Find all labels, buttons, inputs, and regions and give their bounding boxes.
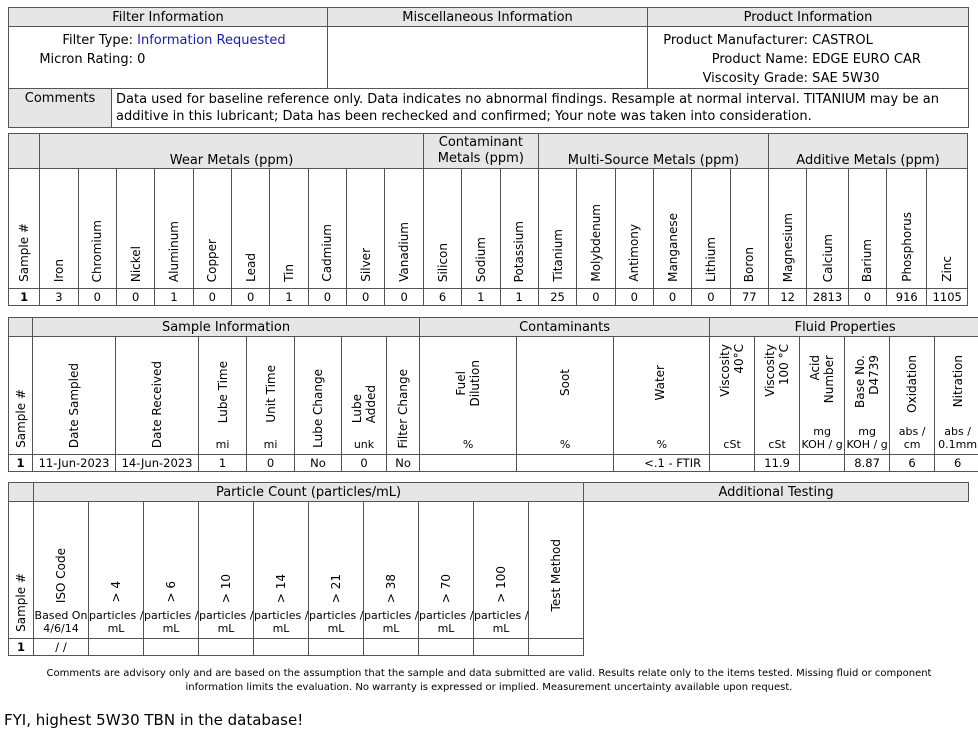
- particle-size-unit2: mL: [437, 622, 455, 635]
- metal-header-vanadium: [385, 169, 423, 289]
- lube-change-header: [295, 337, 342, 455]
- metal-label-nickel: Nickel: [128, 245, 143, 282]
- metal-value-nickel: 0: [116, 289, 154, 306]
- unit-time-value: 0: [247, 455, 295, 472]
- wear-metals-heading: Wear Metals (ppm): [40, 134, 424, 169]
- metal-value-manganese: 0: [653, 289, 691, 306]
- particle-size-unit2: mL: [382, 622, 400, 635]
- metal-label-phosphorus: Phosphorus: [899, 212, 914, 282]
- visc40-label2: 40°C: [732, 344, 747, 374]
- soot-value: [517, 455, 614, 472]
- particle-size-label: > 6: [164, 581, 178, 603]
- oxidation-label: Oxidation: [905, 355, 920, 413]
- particle-size-header-4: [254, 502, 309, 639]
- filter-change-header: [387, 337, 420, 455]
- metal-header-iron: [40, 169, 78, 289]
- particle-size-label: > 4: [109, 581, 123, 603]
- acid-label2: Number: [822, 355, 837, 404]
- metal-label-chromium: Chromium: [90, 219, 105, 282]
- visc100-unit: cSt: [768, 438, 786, 451]
- metal-label-lithium: Lithium: [703, 237, 718, 282]
- product-name-value: EDGE EURO CAR: [812, 52, 921, 67]
- metal-label-vanadium: Vanadium: [397, 222, 412, 282]
- filter-change-value: No: [387, 455, 420, 472]
- sample-info-heading: Sample Information: [33, 318, 420, 337]
- particle-size-unit2: mL: [327, 622, 345, 635]
- iso-code-header: [34, 502, 89, 639]
- metal-value-iron: 3: [40, 289, 78, 306]
- additional-testing-area: [584, 502, 969, 656]
- date-sampled-label: Date Sampled: [67, 362, 81, 448]
- lube-time-unit: mi: [215, 438, 230, 451]
- visc40-unit: cSt: [723, 438, 741, 451]
- metal-value-titanium: 25: [538, 289, 576, 306]
- visc40-value: [710, 455, 755, 472]
- unit-time-header: [247, 337, 295, 455]
- contaminants-heading: Contaminants: [420, 318, 710, 337]
- metal-label-cadmium: Cadmium: [320, 224, 335, 282]
- acid-number-header: [800, 337, 845, 455]
- nitration-unit1: abs /: [944, 425, 971, 438]
- fyi-note: FYI, highest 5W30 TBN in the database!: [4, 711, 304, 729]
- lube-time-value: 1: [199, 455, 247, 472]
- base-label2: D4739: [867, 355, 882, 395]
- metal-value-potassium: 1: [500, 289, 538, 306]
- acid-unit2: KOH / g: [801, 438, 843, 451]
- particle-size-unit1: particles /: [419, 609, 474, 622]
- product-info-heading: Product Information: [648, 8, 969, 27]
- date-sampled-header: [33, 337, 116, 455]
- metal-value-silver: 0: [347, 289, 385, 306]
- metal-label-potassium: Potassium: [512, 220, 527, 282]
- particle-size-unit1: particles /: [89, 609, 144, 622]
- particle-size-value-8: [474, 639, 529, 656]
- unit-time-unit: mi: [263, 438, 278, 451]
- metal-label-boron: Boron: [742, 246, 757, 282]
- lube-added-unit: unk: [353, 438, 375, 451]
- particle-size-value-2: [144, 639, 199, 656]
- nitration-label: Nitration: [950, 355, 965, 408]
- lube-added-label2: Added: [364, 384, 378, 423]
- metal-label-tin: Tin: [282, 264, 297, 282]
- metal-header-manganese: [653, 169, 691, 289]
- filter-info-heading: Filter Information: [9, 8, 328, 27]
- metal-header-zinc: [927, 169, 968, 289]
- product-info-panel: [648, 27, 969, 89]
- particle-size-value-4: [254, 639, 309, 656]
- base-value: 8.87: [845, 455, 890, 472]
- filter-type-value: Information Requested: [137, 33, 286, 48]
- metal-value-tin: 1: [270, 289, 308, 306]
- particle-size-label: > 21: [329, 573, 343, 603]
- particle-size-value-1: [89, 639, 144, 656]
- water-label: Water: [653, 365, 668, 401]
- pc-sample-label: Sample #: [14, 573, 28, 632]
- particle-size-value-7: [419, 639, 474, 656]
- particle-size-unit1: particles /: [364, 609, 419, 622]
- misc-info-heading: Miscellaneous Information: [328, 8, 648, 27]
- metal-value-zinc: 1105: [927, 289, 968, 306]
- metal-value-lithium: 0: [692, 289, 730, 306]
- metal-label-silver: Silver: [358, 248, 373, 282]
- metal-label-calcium: Calcium: [820, 233, 835, 282]
- metal-header-titanium: [538, 169, 576, 289]
- base-unit1: mg: [858, 425, 876, 438]
- metal-header-lithium: [692, 169, 730, 289]
- metal-header-phosphorus: [887, 169, 927, 289]
- si-sample-label: Sample #: [13, 389, 28, 448]
- sample-info-row: [9, 455, 978, 472]
- metal-value-copper: 0: [193, 289, 231, 306]
- metal-label-zinc: Zinc: [940, 256, 955, 282]
- metal-header-molybdenum: [577, 169, 615, 289]
- particle-size-value-5: [309, 639, 364, 656]
- metal-header-chromium: [78, 169, 116, 289]
- contaminant-metals-heading: Contaminant Metals (ppm): [423, 134, 538, 169]
- metal-header-aluminum: [155, 169, 193, 289]
- micron-rating-label: Micron Rating:: [39, 52, 133, 67]
- unit-time-label: Unit Time: [263, 365, 278, 423]
- particle-size-label: > 70: [439, 573, 453, 603]
- base-unit2: KOH / g: [846, 438, 888, 451]
- oxidation-value: 6: [890, 455, 935, 472]
- iso-unit1: Based On: [34, 609, 88, 622]
- sample-info-corner: [9, 318, 33, 337]
- iso-value: / /: [34, 639, 89, 656]
- date-sampled-value: 11-Jun-2023: [33, 455, 116, 472]
- pc-sample-header: [9, 502, 34, 639]
- oxidation-header: [890, 337, 935, 455]
- lube-change-value: No: [295, 455, 342, 472]
- metal-label-aluminum: Aluminum: [166, 220, 181, 282]
- metal-header-sodium: [462, 169, 500, 289]
- metal-label-sodium: Sodium: [473, 236, 488, 282]
- particle-size-header-8: [474, 502, 529, 639]
- misc-info-panel: [328, 27, 648, 89]
- metal-label-barium: Barium: [860, 238, 875, 282]
- metal-label-lead: Lead: [243, 253, 258, 282]
- si-sample-number: 1: [9, 455, 33, 472]
- metal-header-magnesium: [769, 169, 807, 289]
- iso-unit2: 4/6/14: [43, 622, 79, 635]
- metals-sample-header: [9, 169, 40, 289]
- lube-added-header: [342, 337, 387, 455]
- viscosity-grade-label: Viscosity Grade:: [702, 71, 808, 86]
- additional-testing-heading: Additional Testing: [584, 483, 969, 502]
- metal-header-potassium: [500, 169, 538, 289]
- particle-size-header-7: [419, 502, 474, 639]
- metal-header-copper: [193, 169, 231, 289]
- metal-value-magnesium: 12: [769, 289, 807, 306]
- particle-size-value-6: [364, 639, 419, 656]
- soot-label: Soot: [558, 369, 573, 397]
- micron-rating-value: 0: [137, 52, 146, 67]
- base-label1: Base No.: [853, 355, 868, 408]
- fuel-label1: Fuel: [454, 370, 469, 396]
- base-number-header: [845, 337, 890, 455]
- particle-size-header-6: [364, 502, 419, 639]
- disclaimer-text: Comments are advisory only and are based on the assumption that the sample and data submitted are valid. Results relate only to the items tested. Missing fluid or component information limits the evaluation. No warranty is expressed or implied. Measurement uncertainty available upon request.: [46, 668, 932, 693]
- particle-count-heading: Particle Count (particles/mL): [34, 483, 584, 502]
- filter-info-panel: [9, 27, 328, 89]
- metal-value-aluminum: 1: [155, 289, 193, 306]
- acid-unit1: mg: [813, 425, 831, 438]
- particle-count-table: [8, 482, 969, 656]
- metal-value-boron: 77: [730, 289, 768, 306]
- metal-value-lead: 0: [232, 289, 270, 306]
- product-name-label: Product Name:: [711, 52, 808, 67]
- particle-size-unit2: mL: [492, 622, 510, 635]
- metals-sample-number: 1: [9, 289, 40, 306]
- particle-corner: [9, 483, 34, 502]
- soot-header: [517, 337, 614, 455]
- particle-size-unit1: particles /: [309, 609, 364, 622]
- nitration-header: [935, 337, 978, 455]
- metal-header-tin: [270, 169, 308, 289]
- visc100-header: [755, 337, 800, 455]
- date-received-label: Date Received: [150, 360, 164, 448]
- metals-table: [8, 133, 968, 306]
- metal-value-barium: 0: [848, 289, 886, 306]
- filter-type-label: Filter Type:: [62, 33, 133, 48]
- oxidation-unit1: abs /: [898, 425, 926, 438]
- manufacturer-label: Product Manufacturer:: [663, 33, 808, 48]
- fuel-label2: Dilution: [468, 359, 483, 407]
- lube-time-label: Lube Time: [215, 360, 230, 423]
- particle-size-unit2: mL: [162, 622, 180, 635]
- metal-value-calcium: 2813: [807, 289, 848, 306]
- nitration-value: 6: [935, 455, 978, 472]
- metal-value-sodium: 1: [462, 289, 500, 306]
- lube-time-header: [199, 337, 247, 455]
- soot-unit: %: [559, 438, 571, 451]
- fuel-unit: %: [462, 438, 474, 451]
- date-received-header: [116, 337, 199, 455]
- metal-value-phosphorus: 916: [887, 289, 927, 306]
- particle-size-unit2: mL: [217, 622, 235, 635]
- particle-size-unit1: particles /: [199, 609, 254, 622]
- metal-value-chromium: 0: [78, 289, 116, 306]
- filter-change-label: Filter Change: [396, 368, 411, 448]
- comments-text: Data used for baseline reference only. Data indicates no abnormal findings. Resample at normal interval. TITANIUM may be an additive in this lubricant; Data has been rechecked and confirmed; Your note was taken into consideration.: [112, 89, 969, 128]
- particle-size-label: > 14: [274, 573, 288, 603]
- nitration-unit2: 0.1mm: [938, 438, 978, 451]
- lube-added-label1: Lube: [350, 393, 364, 423]
- sample-info-table: [8, 317, 978, 472]
- test-method-header: [529, 502, 584, 639]
- water-header: [614, 337, 710, 455]
- info-table: [8, 7, 969, 128]
- test-method-label: Test Method: [549, 539, 564, 612]
- metal-header-calcium: [807, 169, 848, 289]
- particle-size-header-3: [199, 502, 254, 639]
- metal-header-silver: [347, 169, 385, 289]
- lube-change-label: Lube Change: [311, 369, 325, 448]
- particle-size-label: > 10: [219, 573, 233, 603]
- metal-value-antimony: 0: [615, 289, 653, 306]
- particle-size-value-3: [199, 639, 254, 656]
- metals-sample-label: Sample #: [17, 223, 32, 282]
- visc100-value: 11.9: [755, 455, 800, 472]
- additive-metals-heading: Additive Metals (ppm): [769, 134, 968, 169]
- particle-size-label: > 100: [494, 566, 508, 603]
- visc40-header: [710, 337, 755, 455]
- metal-label-silicon: Silicon: [435, 242, 450, 282]
- acid-label1: Acid: [808, 355, 823, 381]
- acid-value: [800, 455, 845, 472]
- particle-size-unit2: mL: [107, 622, 125, 635]
- fluid-properties-heading: Fluid Properties: [710, 318, 978, 337]
- fuel-dilution-header: [420, 337, 517, 455]
- metal-label-copper: Copper: [205, 238, 220, 282]
- test-method-value: [529, 639, 584, 656]
- visc100-label2: 100 °C: [777, 344, 792, 386]
- water-unit: %: [656, 438, 668, 451]
- manufacturer-value: CASTROL: [812, 33, 873, 48]
- metal-value-cadmium: 0: [308, 289, 346, 306]
- iso-code-label: ISO Code: [54, 547, 68, 603]
- metal-header-nickel: [116, 169, 154, 289]
- particle-size-unit2: mL: [272, 622, 290, 635]
- particle-size-header-2: [144, 502, 199, 639]
- particle-size-unit1: particles /: [144, 609, 199, 622]
- metal-header-barium: [848, 169, 886, 289]
- particle-size-header-5: [309, 502, 364, 639]
- si-sample-header: [9, 337, 33, 455]
- visc40-label1: Viscosity: [718, 344, 733, 397]
- comments-label: Comments: [9, 89, 112, 128]
- date-received-value: 14-Jun-2023: [116, 455, 199, 472]
- metal-value-silicon: 6: [423, 289, 461, 306]
- metal-label-antimony: Antimony: [627, 224, 642, 282]
- metals-corner: [9, 134, 40, 169]
- metal-value-molybdenum: 0: [577, 289, 615, 306]
- metal-label-magnesium: Magnesium: [780, 212, 795, 282]
- metal-label-molybdenum: Molybdenum: [588, 204, 603, 282]
- oxidation-unit2: cm: [903, 438, 921, 451]
- particle-size-unit1: particles /: [474, 609, 529, 622]
- particle-size-header-1: [89, 502, 144, 639]
- metal-header-antimony: [615, 169, 653, 289]
- lube-added-value: 0: [342, 455, 387, 472]
- metal-header-boron: [730, 169, 768, 289]
- metal-label-manganese: Manganese: [665, 213, 680, 282]
- viscosity-grade-value: SAE 5W30: [812, 71, 880, 86]
- metal-header-silicon: [423, 169, 461, 289]
- pc-sample-number: 1: [9, 639, 34, 656]
- multi-source-metals-heading: Multi-Source Metals (ppm): [538, 134, 768, 169]
- fuel-value: [420, 455, 517, 472]
- metal-label-titanium: Titanium: [550, 229, 565, 282]
- particle-size-unit1: particles /: [254, 609, 309, 622]
- metal-label-iron: Iron: [51, 258, 66, 282]
- metal-value-vanadium: 0: [385, 289, 423, 306]
- particle-size-label: > 38: [384, 573, 398, 603]
- visc100-label1: Viscosity: [763, 344, 778, 397]
- metal-header-lead: [232, 169, 270, 289]
- water-value: <.1 - FTIR: [614, 455, 710, 472]
- metal-header-cadmium: [308, 169, 346, 289]
